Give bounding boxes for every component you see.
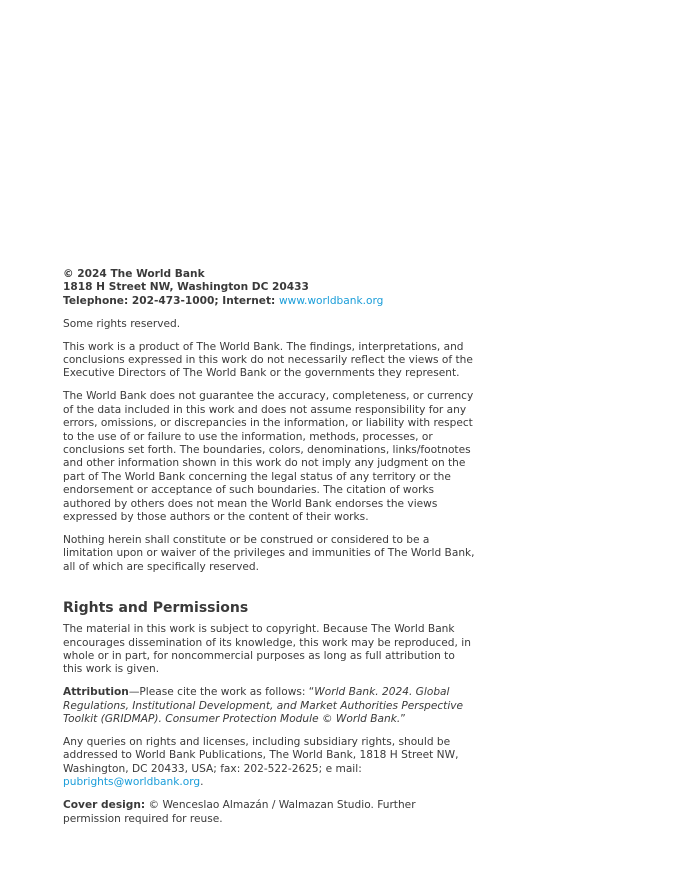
queries-end: . <box>200 776 204 789</box>
rights-permissions-heading: Rights and Permissions <box>63 600 249 617</box>
immunities-text: Nothing herein shall constitute or be construed or considered to be a limitation upon or waiver of the privileges and immunities of The World Bank, all of which are specifically reserved. <box>63 533 475 573</box>
attribution-label: Attribution <box>63 686 129 699</box>
cover-design-text: © Wenceslao Almazán / Walmazan Studio. Further permission required for reuse. <box>63 799 416 825</box>
cover-design-paragraph <box>63 799 475 826</box>
queries-paragraph <box>63 736 475 790</box>
telephone-label: Telephone: 202-473-1000; Internet: <box>63 294 279 307</box>
copyright-line: © 2024 The World Bank <box>63 268 205 280</box>
publisher-address: 1818 H Street NW, Washington DC 20433 <box>63 281 309 294</box>
attribution-citation: World Bank. 2024. Global Regulations, Institutional Development, and Market Authorities Perspective Toolkit (GRIDMAP). Consumer Protection Module © World Bank. <box>63 686 464 726</box>
product-statement: This work is a product of The World Bank. The findings, interpretations, and conclusions expressed in this work do not necessarily reflect the views of the Executive Directors of The World Bank or the governments they represent. <box>63 340 473 380</box>
copyright-permission-text: The material in this work is subject to copyright. Because The World Bank encourages dissemination of its knowledge, this work may be reproduced, in whole or in part, for noncommercial purposes as long as full attribution to this work is given. <box>63 623 471 676</box>
attribution-intro: —Please cite the work as follows: “ <box>128 686 315 699</box>
copyright-page-content <box>63 268 475 835</box>
website-link[interactable]: www.worldbank.org <box>278 294 384 307</box>
contact-line <box>63 295 475 308</box>
disclaimer-text: The World Bank does not guarantee the accuracy, completeness, or currency of the data included in this work and does not assume responsibility for any errors, omissions, or discrepancies in the information, or liability with respect to the use of or failure to use the information, methods, processes, or conclusions set forth. The boundaries, colors, denominations, links/footnotes and other information shown in this work do not imply any judgment on the part of The World Bank concerning the legal status of any territory or the endorsement or acceptance of such boundaries. The citation of works authored by others does not mean the World Bank endorses the views expressed by those authors or the content of their works. <box>63 390 474 523</box>
rights-reserved-text: Some rights reserved. <box>63 317 181 330</box>
attribution-close: ” <box>400 713 406 726</box>
queries-text: Any queries on rights and licenses, including subsidiary rights, should be addressed to World Bank Publications, The World Bank, 1818 H Street NW, Washington, DC 20433, USA; fax: 202-522-2625; e mail: <box>63 735 459 775</box>
pubrights-email-link[interactable]: pubrights@worldbank.org <box>63 776 201 789</box>
publisher-imprint <box>63 268 475 308</box>
attribution-paragraph <box>63 686 475 726</box>
cover-design-label: Cover design: <box>63 799 146 812</box>
